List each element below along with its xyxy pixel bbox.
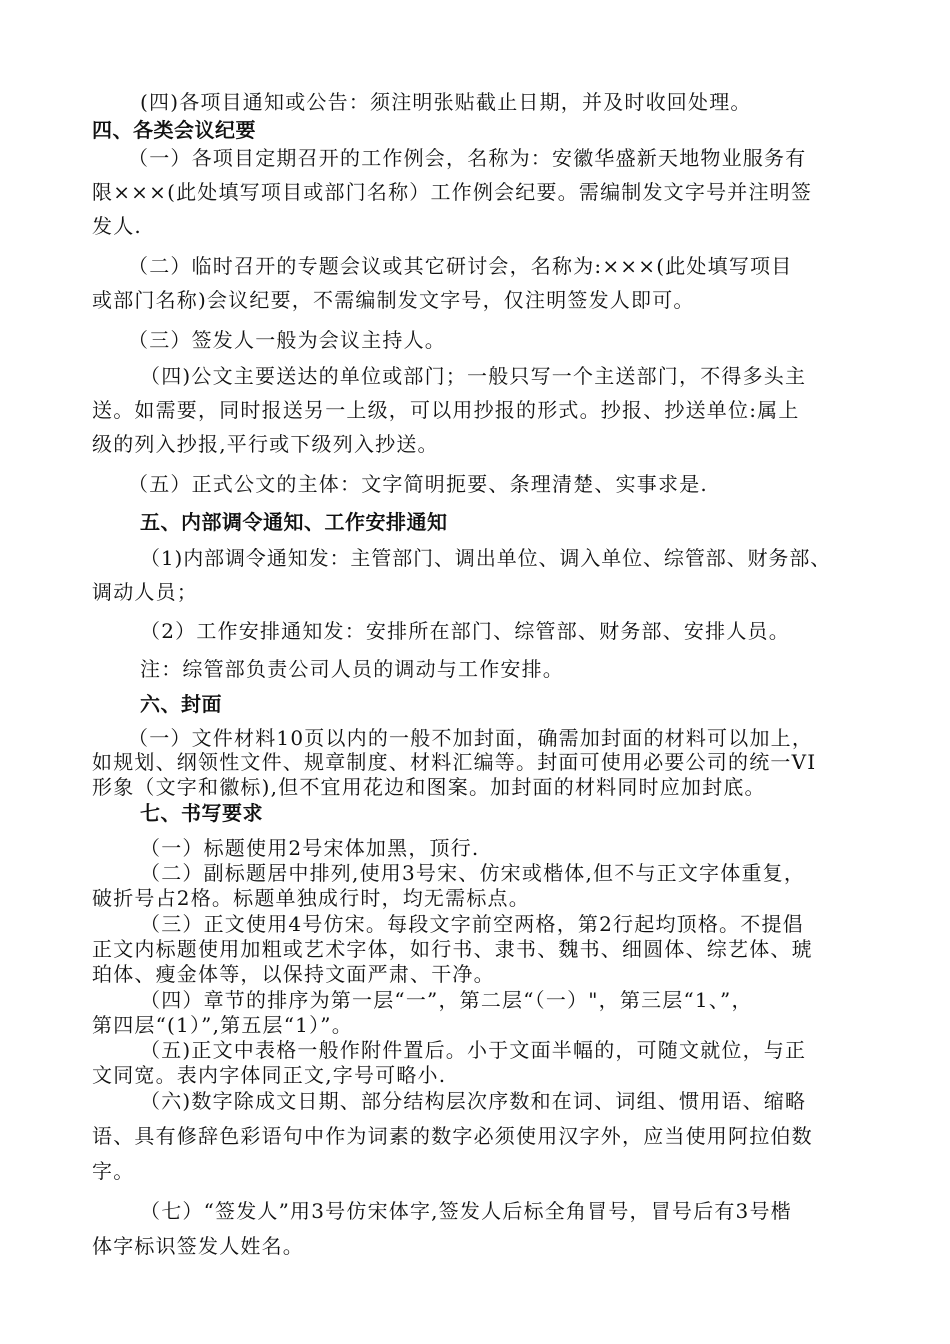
paragraph-line: 限×××(此处填写项目或部门名称）工作例会纪要。需编制发文字号并注明签 <box>92 180 813 204</box>
paragraph-line: 体字标识签发人姓名。 <box>92 1234 304 1258</box>
section-heading: 五、内部调令通知、工作安排通知 <box>140 510 448 534</box>
paragraph-line: （一）各项目定期召开的工作例会，名称为：安徽华盛新天地物业服务有 <box>128 146 807 170</box>
section-heading: 四、各类会议纪要 <box>92 118 256 142</box>
paragraph-line: 语、具有修辞色彩语句中作为词素的数字必须使用汉字外，应当使用阿拉伯数 <box>92 1124 813 1148</box>
paragraph-line: （二）副标题居中排列,使用3号宋、仿宋或楷体,但不与正文字体重复， <box>140 861 806 885</box>
section-heading: 七、书写要求 <box>140 801 263 825</box>
paragraph-line: 字。 <box>92 1159 135 1183</box>
paragraph-line: 级的列入抄报,平行或下级列入抄送。 <box>92 432 439 456</box>
paragraph-line: （2）工作安排通知发：安排所在部门、综管部、财务部、安排人员。 <box>140 619 790 643</box>
paragraph-line: 珀体、瘦金体等，以保持文面严肃、干净。 <box>92 962 495 986</box>
paragraph-line: （五)正文中表格一般作附件置后。小于文面半幅的，可随文就位，与正 <box>140 1038 807 1062</box>
paragraph-line: 或部门名称)会议纪要，不需编制发文字号，仅注明签发人即可。 <box>92 288 695 312</box>
paragraph-line: （二）临时召开的专题会议或其它研讨会，名称为:×××(此处填写项目 <box>128 254 793 278</box>
paragraph-line: （三）签发人一般为会议主持人。 <box>128 328 446 352</box>
section-heading: 六、封面 <box>140 692 222 716</box>
paragraph-line: （四)公文主要送达的单位或部门；一般只写一个主送部门，不得多头主 <box>140 364 807 388</box>
paragraph-line: （1)内部调令通知发：主管部门、调出单位、调入单位、综管部、财务部、 <box>140 546 832 570</box>
paragraph-line: （七）“签发人”用3号仿宋体字,签发人后标全角冒号，冒号后有3号楷 <box>140 1199 792 1223</box>
paragraph-line: 第四层“(1）”,第五层“1）”。 <box>92 1013 353 1037</box>
paragraph-line: 正文内标题使用加粗或艺术字体，如行书、隶书、魏书、细圆体、综艺体、琥 <box>92 937 813 961</box>
paragraph-line: 送。如需要，同时报送另一上级，可以用抄报的形式。抄报、抄送单位:属上 <box>92 398 800 422</box>
paragraph-line: （一）文件材料10页以内的一般不加封面，确需加封面的材料可以加上， <box>128 726 814 750</box>
paragraph-line: 如规划、纲领性文件、规章制度、材料汇编等。封面可使用必要公司的统一VI <box>92 750 817 774</box>
paragraph-line: 形象（文字和徽标),但不宜用花边和图案。加封面的材料同时应加封底。 <box>92 775 766 799</box>
paragraph-line: 发人. <box>92 214 142 238</box>
paragraph-line: （五）正式公文的主体：文字简明扼要、条理清楚、实事求是. <box>128 472 708 496</box>
paragraph-line: 调动人员； <box>92 580 198 604</box>
paragraph-line: （四）章节的排序为第一层“一”，第二层“（一）"，第三层“1、”， <box>140 988 753 1012</box>
paragraph-line: 文同宽。表内字体同正文,字号可略小. <box>92 1063 447 1087</box>
paragraph-line: （六)数字除成文日期、部分结构层次序数和在词、词组、惯用语、缩略 <box>140 1089 807 1113</box>
paragraph-line: (四)各项目通知或公告：须注明张贴截止日期，并及时收回处理。 <box>140 90 752 114</box>
paragraph-line: 注：综管部负责公司人员的调动与工作安排。 <box>140 657 564 681</box>
paragraph-line: 破折号占2格。标题单独成行时，均无需标点。 <box>92 886 530 910</box>
paragraph-line: （三）正文使用4号仿宋。每段文字前空两格，第2行起均顶格。不提倡 <box>140 912 804 936</box>
paragraph-line: （一）标题使用2号宋体加黑，顶行. <box>140 836 480 860</box>
